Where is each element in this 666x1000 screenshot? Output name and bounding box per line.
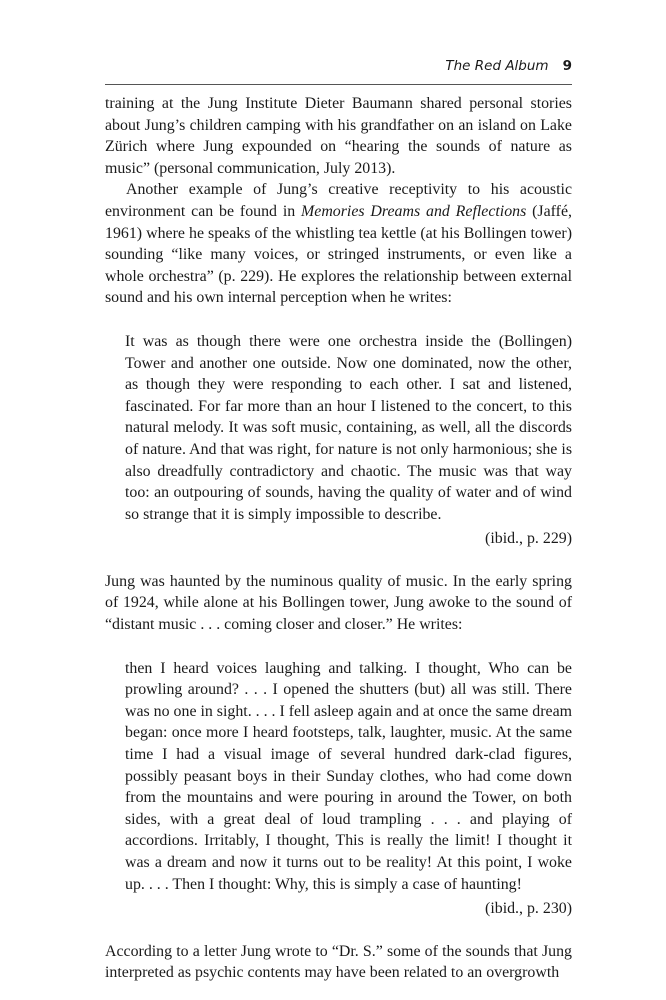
body-text xyxy=(105,93,572,984)
paragraph-text: (Jaffé, 1961) where he speaks of the whistling tea kettle (at his Bollingen tower) sounding “like many voices, or stringed instruments, or even like a whole orchestra” (p. 229). He explores the relationship between external sound and his own internal perception when he writes: xyxy=(105,202,572,307)
paragraph-haunted: Jung was haunted by the numinous quality of music. In the early spring of 1924, while alone at his Bollingen tower, Jung awoke to the sound of “distant music . . . coming closer and closer.” He writes: xyxy=(105,572,572,634)
paragraph-letter: According to a letter Jung wrote to “Dr. S.” some of the sounds that Jung interpreted as psychic contents may have been related to an overgrowth xyxy=(105,942,572,982)
paragraph-acoustic-environment xyxy=(105,179,572,309)
block-quote-orchestra: It was as though there were one orchestra inside the (Bollingen) Tower and another one outside. Now one dominated, now the other, as though they were responding to each other. I sat and listened, fascinated. For far more than an hour I listened to the concert, to this natural melody. It was soft music, containing, as well, all the discords of nature. And that was right, for nature is not only harmonious; she is also dreadfully contradictory and chaotic. The music was that way too: an outpouring of sounds, having the quality of water and of wind so strange that it is simply impossible to describe. xyxy=(125,332,572,523)
citation: (ibid., p. 229) xyxy=(485,530,572,548)
paragraph-text: Another example of Jung’s creative receptivity to his acoustic environment can be found in xyxy=(105,181,572,220)
citation: (ibid., p. 230) xyxy=(485,900,572,918)
running-title: The Red Album xyxy=(445,58,549,74)
block-quote-haunting: then I heard voices laughing and talking. I thought, Who can be prowling around? . . . I opened the shutters (but) all was still. There was no one in sight. . . . I fell asleep again and at once the same dream began: once more I heard footsteps, talk, laughter, music. At the same time I had a visual image of several hundred dark-clad figures, possibly peasant boys in their Sunday clothes, who had come down from the mountains and were pouring in around the Tower, on both sides, with a great deal of loud trampling . . . and playing of accordions. Irritably, I thought, This is really the limit! I thought it was a dream and now it turns out to be reality! At this point, I woke up. . . . Then I thought: Why, this is simply a case of haunting! xyxy=(125,659,572,893)
book-title: Memories Dreams and Reflections xyxy=(301,202,527,220)
page-number: 9 xyxy=(562,58,572,74)
running-head xyxy=(105,58,572,85)
paragraph-continuation: training at the Jung Institute Dieter Baumann shared personal stories about Jung’s children camping with his grandfather on an island on Lake Zürich where Jung expounded on “hearing the sounds of nature as music” (personal communication, July 2013). xyxy=(105,95,572,177)
